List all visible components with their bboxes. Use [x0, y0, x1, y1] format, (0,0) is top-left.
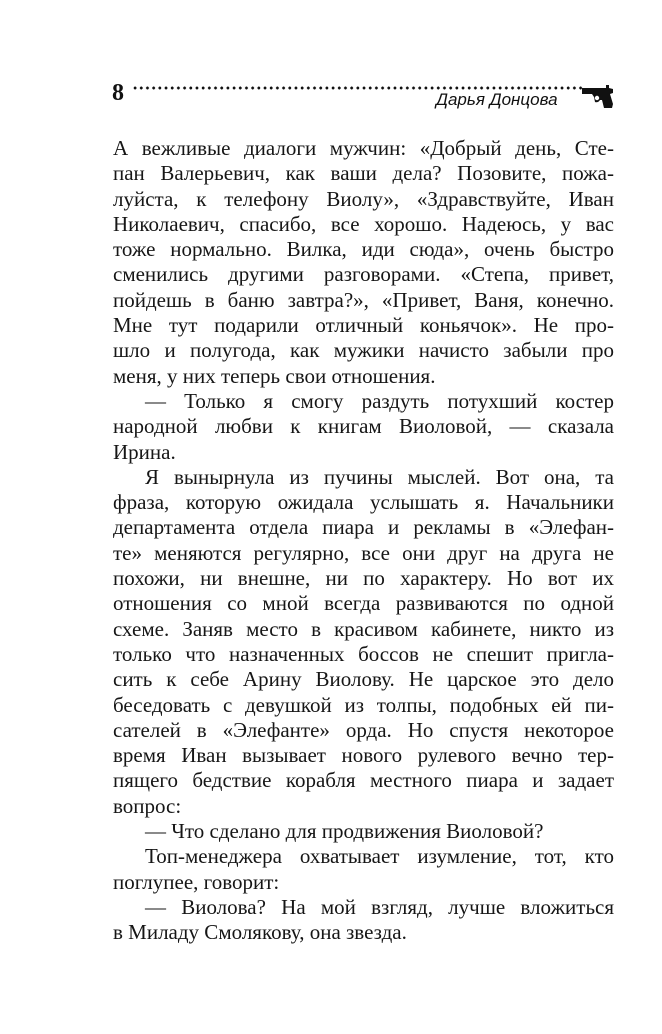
text-line: А вежливые диалоги мужчин: «Добрый день, Сте-	[113, 136, 614, 160]
text-line: Я вынырнула из пучины мыслей. Вот она, та	[145, 464, 614, 489]
text-line: Николаевич, спасибо, все хорошо. Надеюсь, у вас	[113, 211, 614, 236]
text-line: похожи, ни внешне, ни по характеру. Но вот их	[113, 566, 614, 591]
text-line: поглупее, говорит:	[113, 869, 280, 894]
text-line: — Что сделано для продвижения Виоловой?	[145, 819, 544, 844]
text-line: схеме. Заняв место в красивом кабинете, никто из	[113, 616, 614, 641]
text-line: Ирина.	[113, 439, 176, 464]
text-line: время Иван вызывает нового рулевого вечно тер-	[113, 743, 614, 768]
body-text	[113, 136, 614, 946]
text-line: тоже нормально. Вилка, иди сюда», очень быстро	[113, 237, 614, 262]
author-name: Дарья Донцова	[436, 90, 558, 109]
revolver-icon	[582, 82, 614, 110]
text-line: департамента отдела пиара и рекламы в «Элефан-	[113, 515, 614, 540]
text-line: Топ-менеджера охватывает изумление, тот, кто	[145, 844, 614, 869]
text-line: отношения со мной всегда развиваются по одной	[113, 591, 614, 616]
text-line: народной любви к книгам Виоловой, — сказала	[113, 414, 614, 439]
text-line: — Виолова? На мой взгляд, лучше вложиться	[145, 894, 614, 919]
page-number: 8	[112, 80, 124, 106]
text-line: пящего бедствие корабля местного пиара и задает	[113, 768, 614, 793]
text-line: те» меняются регулярно, все они друг на друга не	[113, 540, 614, 565]
text-line: сить к себе Арину Виолову. Не царское это дело	[113, 667, 614, 692]
text-line: луйста, к телефону Виолу», «Здравствуйте, Иван	[113, 186, 614, 211]
text-line: сменились другими разговорами. «Степа, привет,	[113, 262, 614, 287]
text-line: в Миладу Смолякову, она звезда.	[113, 920, 407, 945]
text-line: беседовать с девушкой из толпы, подобных ей пи-	[113, 692, 614, 717]
text-line: пойдешь в баню завтра?», «Привет, Ваня, конечно.	[113, 287, 614, 312]
text-line: фраза, которую ожидала услышать я. Начальники	[113, 490, 614, 515]
text-line: только что назначенных боссов не спешит пригла-	[113, 641, 614, 666]
text-line: сателей в «Элефанте» орда. Но спустя некоторое	[113, 717, 614, 742]
text-line: шло и полугода, как мужики начисто забыли про	[113, 338, 614, 363]
text-line: Мне тут подарили отличный коньячок». Не про-	[113, 313, 614, 338]
text-line: пан Валерьевич, как ваши дела? Позовите, пожа-	[113, 161, 614, 186]
text-line: — Только я смогу раздуть потухший костер	[145, 388, 614, 413]
text-line: вопрос:	[113, 793, 182, 818]
text-line: меня, у них теперь свои отношения.	[113, 363, 436, 388]
